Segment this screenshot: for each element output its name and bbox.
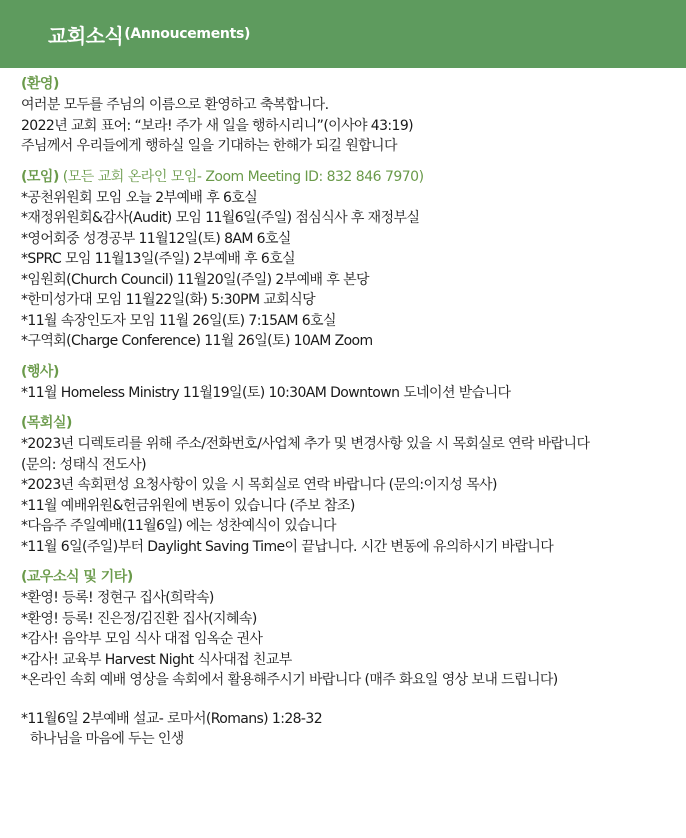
list-item: *SPRC 모임 11월13일(주일) 2부예배 후 6호실 — [21, 251, 296, 267]
list-item: *임원회(Church Council) 11월20일(주일) 2부예배 후 본당 — [21, 271, 369, 288]
section-heading — [21, 567, 676, 588]
list-item: *영어회중 성경공부 11월12일(토) 8AM 6호실 — [21, 230, 291, 247]
announcements-header — [0, 0, 686, 68]
section-heading — [21, 167, 676, 188]
section-label: (환영) — [21, 76, 59, 92]
list-item: *공천위원회 모임 오늘 2부예배 후 6호실 — [21, 189, 258, 206]
list-item: *환영! 등록! 정현구 집사(희락속) — [21, 590, 214, 606]
list-item: *11월 6일(주일)부터 Daylight Saving Time이 끝납니다. 시간 변동에 유의하시기 바랍니다 — [21, 538, 554, 555]
section-heading — [21, 74, 676, 95]
header-subtitle: (Annoucements) — [124, 26, 251, 42]
section-meetings — [21, 167, 676, 352]
spacer — [21, 691, 676, 709]
section-label: (교우소식 및 기타) — [21, 569, 133, 585]
section-member-news — [21, 567, 676, 750]
list-item: *2023년 디렉토리를 위해 주소/전화번호/사업체 추가 및 변경사항 있을 시 목회실로 연락 바랍니다 — [21, 436, 590, 452]
section-heading — [21, 413, 676, 434]
section-label: (목회실) — [21, 415, 72, 431]
section-welcome — [21, 74, 676, 157]
list-item: *다음주 주일예배(11월6일) 에는 성찬예식이 있습니다 — [21, 518, 336, 534]
section-label: (모임) — [21, 168, 59, 185]
section-heading — [21, 362, 676, 383]
section-pastoral-office — [21, 413, 676, 557]
section-label: (행사) — [21, 363, 59, 380]
list-item: *11월 속장인도자 모임 11월 26일(토) 7:15AM 6호실 — [21, 312, 336, 329]
list-item: *11월 Homeless Ministry 11월19일(토) 10:30AM Downtown 도네이션 받습니다 — [21, 384, 511, 401]
list-item: *11월 예배위원&헌금위원에 변동이 있습니다 (주보 참조) — [21, 497, 355, 514]
section-events — [21, 362, 676, 404]
list-item: *2023년 속회편성 요청사항이 있을 시 목회실로 연락 바랍니다 (문의:이지성 목사) — [21, 477, 497, 493]
text-line: 2022년 교회 표어: “보라! 주가 새 일을 행하시리니”(이사야 43:19) — [21, 117, 414, 134]
text-line: 여러분 모두를 주님의 이름으로 환영하고 축복합니다. — [21, 97, 329, 113]
announcements-body — [0, 68, 686, 750]
header-title: 교회소식 — [48, 23, 124, 48]
sermon-title: 하나님을 마음에 두는 인생 — [30, 731, 184, 747]
text-line: 주님께서 우리들에게 행하실 일을 기대하는 한해가 되길 원합니다 — [21, 138, 397, 154]
sermon-line: *11월6일 2부예배 설교- 로마서(Romans) 1:28-32 — [21, 710, 322, 727]
list-item: *구역회(Charge Conference) 11월 26일(토) 10AM Zoom — [21, 333, 373, 349]
list-item: *환영! 등록! 진은정/김진환 집사(지혜속) — [21, 610, 257, 627]
list-item: *한미성가대 모임 11월22일(화) 5:30PM 교회식당 — [21, 292, 316, 308]
list-item: *재정위원회&감사(Audit) 모임 11월6일(주일) 점심식사 후 재정부실 — [21, 210, 420, 226]
list-item: (문의: 성태식 전도사) — [21, 456, 146, 473]
section-note: (모든 교회 온라인 모임- Zoom Meeting ID: 832 846 7970) — [58, 168, 424, 185]
list-item: *감사! 교육부 Harvest Night 식사대접 친교부 — [21, 651, 292, 668]
list-item: *감사! 음악부 모임 식사 대접 임옥순 권사 — [21, 631, 263, 647]
list-item: *온라인 속회 예배 영상을 속회에서 활용해주시기 바랍니다 (매주 화요일 영상 보내 드립니다) — [21, 672, 558, 688]
